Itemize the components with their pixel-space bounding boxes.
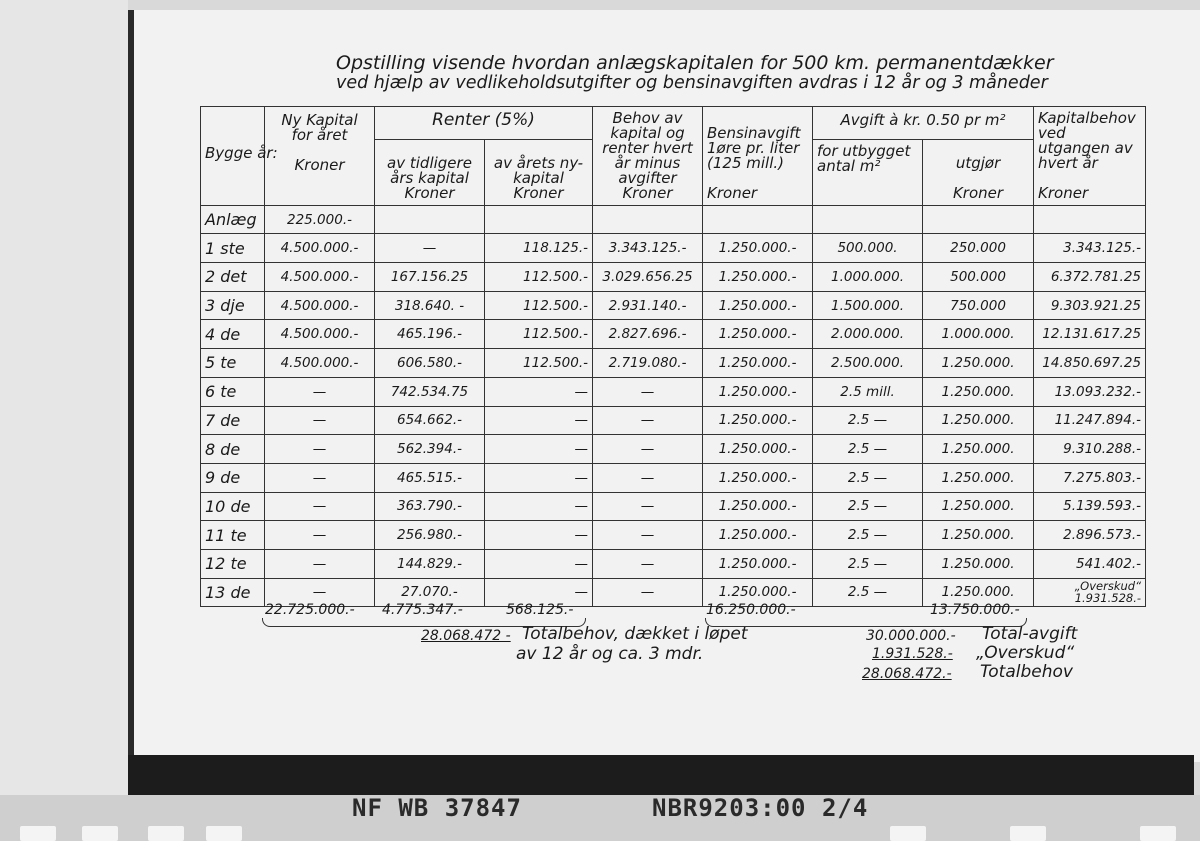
header-unit: Kroner	[707, 183, 758, 202]
cell-avgift-utgjor: 1.250.000.	[923, 549, 1034, 578]
film-perforation	[206, 826, 242, 841]
cell-kapitalbehov: 7.275.803.-	[1034, 463, 1146, 492]
cell-avgift-utgjor: 1.250.000.	[923, 406, 1034, 435]
cell-kapitalbehov: 14.850.697.25	[1034, 349, 1146, 378]
table-row	[201, 406, 1146, 435]
cell-bensin: 1.250.000.-	[703, 406, 813, 435]
row-year: 4 de	[201, 320, 265, 349]
total-renter-tidligere: 4.775.347.-	[382, 602, 463, 618]
film-perforation	[890, 826, 926, 841]
cell-bensin: 1.250.000.-	[703, 377, 813, 406]
cell-kapitalbehov: 12.131.617.25	[1034, 320, 1146, 349]
cell-avgift-antal: 1.500.000.	[813, 291, 923, 320]
cell-behov: —	[593, 377, 703, 406]
cell-bensin: 1.250.000.-	[703, 492, 813, 521]
cell-avgift-utgjor: 1.250.000.	[923, 377, 1034, 406]
cell-renter-aarets: 112.500.-	[485, 349, 593, 378]
header-bensinavgift: Bensinavgift 1øre pr. liter (125 mill.) Kroner	[703, 107, 813, 206]
totalbehov-text-2: av 12 år og ca. 3 mdr.	[516, 644, 704, 664]
cell-avgift-antal: 2.5 —	[813, 549, 923, 578]
film-code-left: NF WB 37847	[352, 794, 522, 822]
cell-ny-kapital: —	[265, 463, 375, 492]
cell-avgift-utgjor: 500.000	[923, 263, 1034, 292]
table-row	[201, 492, 1146, 521]
cell-avgift-antal: 2.5 —	[813, 521, 923, 550]
header-bygge-aar: Bygge år:	[201, 107, 265, 206]
cell-bensin: 1.250.000.-	[703, 521, 813, 550]
cell-renter-aarets: 112.500.-	[485, 263, 593, 292]
cell-behov: 3.343.125.-	[593, 234, 703, 263]
cell-ny-kapital: 4.500.000.-	[265, 349, 375, 378]
document-title-line-2: ved hjælp av vedlikeholdsutgifter og bensinavgiften avdras i 12 år og 3 måneder	[336, 73, 1048, 93]
table-row	[201, 349, 1146, 378]
cell-ny-kapital: —	[265, 406, 375, 435]
cell-avgift-utgjor: 1.000.000.	[923, 320, 1034, 349]
row-year: 13 de	[201, 578, 265, 607]
photo-margin	[0, 0, 128, 795]
table-row	[201, 435, 1146, 464]
row-year: Anlæg	[201, 205, 265, 234]
cell-kapitalbehov: 9.310.288.-	[1034, 435, 1146, 464]
cell-bensin: 1.250.000.-	[703, 291, 813, 320]
document-title-line-1: Opstilling visende hvordan anlægskapitalen for 500 km. permanentdækker	[336, 52, 1054, 74]
total-bensin: 16.250.000.-	[706, 602, 796, 618]
cell-renter-aarets: 112.500.-	[485, 320, 593, 349]
cell-renter-tidligere: 167.156.25	[375, 263, 485, 292]
cell-bensin: 1.250.000.-	[703, 435, 813, 464]
table-row	[201, 463, 1146, 492]
cell-avgift-antal	[813, 205, 923, 234]
cell-avgift-antal: 2.5 mill.	[813, 377, 923, 406]
cell-avgift-antal: 2.000.000.	[813, 320, 923, 349]
cell-avgift-antal: 2.5 —	[813, 492, 923, 521]
table-row	[201, 263, 1146, 292]
totalbehov2-label: Totalbehov	[980, 662, 1073, 682]
row-year: 12 te	[201, 549, 265, 578]
film-perforation	[148, 826, 184, 841]
cell-renter-tidligere: 654.662.-	[375, 406, 485, 435]
brace-right	[705, 618, 1027, 627]
cell-behov: —	[593, 549, 703, 578]
cell-kapitalbehov: „Overskud“ 1.931.528.-	[1034, 578, 1146, 607]
header-unit: Kroner	[1038, 183, 1089, 202]
header-unit: Kroner	[404, 183, 455, 202]
cell-renter-aarets: —	[485, 578, 593, 607]
header-ny-kapital: Ny Kapital for året Kroner	[265, 107, 375, 206]
cell-bensin: 1.250.000.-	[703, 578, 813, 607]
cell-bensin: 1.250.000.-	[703, 320, 813, 349]
cell-ny-kapital: 4.500.000.-	[265, 234, 375, 263]
header-unit: Kroner	[952, 183, 1004, 202]
cell-renter-tidligere: 27.070.-	[375, 578, 485, 607]
cell-kapitalbehov	[1034, 205, 1146, 234]
cell-renter-tidligere: 363.790.-	[375, 492, 485, 521]
cell-ny-kapital: 225.000.-	[265, 205, 375, 234]
totalbehov-text-1: Totalbehov, dækket i løpet	[522, 624, 748, 644]
table-row	[201, 549, 1146, 578]
row-year: 5 te	[201, 349, 265, 378]
film-perforation	[20, 826, 56, 841]
cell-renter-aarets: —	[485, 377, 593, 406]
cell-renter-tidligere: 562.394.-	[375, 435, 485, 464]
cell-renter-aarets: —	[485, 406, 593, 435]
cell-avgift-utgjor: 1.250.000.	[923, 435, 1034, 464]
cell-avgift-antal: 2.5 —	[813, 578, 923, 607]
cell-avgift-utgjor: 1.250.000.	[923, 578, 1034, 607]
cell-ny-kapital: 4.500.000.-	[265, 263, 375, 292]
totalbehov2-value: 28.068.472.-	[862, 666, 952, 682]
cell-kapitalbehov: 541.402.-	[1034, 549, 1146, 578]
table-row	[201, 291, 1146, 320]
cell-renter-aarets: —	[485, 549, 593, 578]
table-row	[201, 377, 1146, 406]
cell-avgift-antal: 500.000.	[813, 234, 923, 263]
cell-renter-aarets: —	[485, 492, 593, 521]
cell-behov: —	[593, 492, 703, 521]
table-row	[201, 521, 1146, 550]
cell-ny-kapital: —	[265, 492, 375, 521]
row-year: 3 dje	[201, 291, 265, 320]
cell-avgift-antal: 2.5 —	[813, 406, 923, 435]
cell-renter-tidligere: 742.534.75	[375, 377, 485, 406]
header-avgift: Avgift à kr. 0.50 pr m²	[813, 107, 1034, 140]
row-year: 8 de	[201, 435, 265, 464]
cell-renter-tidligere: 318.640. -	[375, 291, 485, 320]
table-row	[201, 234, 1146, 263]
cell-behov: 3.029.656.25	[593, 263, 703, 292]
film-perforation	[1010, 826, 1046, 841]
cell-avgift-antal: 2.5 —	[813, 463, 923, 492]
header-renter-aarets: av årets ny-kapital Kroner	[485, 139, 593, 205]
header-renter-tidligere: av tidligere års kapital Kroner	[375, 139, 485, 205]
cell-kapitalbehov: 13.093.232.-	[1034, 377, 1146, 406]
cell-behov: —	[593, 435, 703, 464]
film-perforation	[82, 826, 118, 841]
cell-bensin: 1.250.000.-	[703, 549, 813, 578]
cell-renter-aarets: —	[485, 521, 593, 550]
cell-renter-aarets: 112.500.-	[485, 291, 593, 320]
cell-renter-tidligere	[375, 205, 485, 234]
cell-renter-tidligere: 465.515.-	[375, 463, 485, 492]
cell-avgift-antal: 2.5 —	[813, 435, 923, 464]
cell-behov: —	[593, 578, 703, 607]
total-avgift: 13.750.000.-	[930, 602, 1020, 618]
cell-behov: —	[593, 521, 703, 550]
table-row	[201, 205, 1146, 234]
data-table	[200, 106, 1146, 607]
cell-bensin: 1.250.000.-	[703, 349, 813, 378]
cell-avgift-utgjor	[923, 205, 1034, 234]
overskud-label: „Overskud“	[976, 643, 1075, 663]
header-unit: Kroner	[622, 183, 673, 202]
cell-renter-aarets: —	[485, 463, 593, 492]
cell-ny-kapital: —	[265, 549, 375, 578]
cell-renter-tidligere: —	[375, 234, 485, 263]
cell-avgift-utgjor: 750.000	[923, 291, 1034, 320]
cell-ny-kapital: —	[265, 435, 375, 464]
header-kapitalbehov: Kapitalbehov ved utgangen av hvert år Kroner	[1034, 107, 1146, 206]
header-avgift-utgjor: utgjør Kroner	[923, 139, 1034, 205]
cell-ny-kapital: —	[265, 521, 375, 550]
cell-behov: 2.827.696.-	[593, 320, 703, 349]
cell-renter-aarets: 118.125.-	[485, 234, 593, 263]
cell-kapitalbehov: 11.247.894.-	[1034, 406, 1146, 435]
table-row	[201, 320, 1146, 349]
row-year: 2 det	[201, 263, 265, 292]
cell-renter-tidligere: 144.829.-	[375, 549, 485, 578]
cell-kapitalbehov: 2.896.573.-	[1034, 521, 1146, 550]
cell-renter-tidligere: 465.196.-	[375, 320, 485, 349]
dark-border-band	[128, 755, 1194, 795]
cell-behov: 2.931.140.-	[593, 291, 703, 320]
cell-behov: 2.719.080.-	[593, 349, 703, 378]
total-ny-kapital: 22.725.000.-	[265, 602, 355, 618]
cell-bensin	[703, 205, 813, 234]
cell-renter-aarets: —	[485, 435, 593, 464]
cell-ny-kapital: 4.500.000.-	[265, 320, 375, 349]
totalbehov-value: 28.068.472 -	[421, 628, 511, 644]
row-year: 1 ste	[201, 234, 265, 263]
header-avgift-antal: for utbygget antal m²	[813, 139, 923, 205]
cell-kapitalbehov: 5.139.593.-	[1034, 492, 1146, 521]
total-renter-aarets: 568.125.-	[506, 602, 574, 618]
cell-avgift-utgjor: 250.000	[923, 234, 1034, 263]
film-perforation	[1140, 826, 1176, 841]
cell-bensin: 1.250.000.-	[703, 463, 813, 492]
cell-ny-kapital: —	[265, 377, 375, 406]
cell-kapitalbehov: 6.372.781.25	[1034, 263, 1146, 292]
cell-avgift-utgjor: 1.250.000.	[923, 349, 1034, 378]
film-code-right: NBR9203:00 2/4	[652, 794, 869, 822]
cell-renter-tidligere: 606.580.-	[375, 349, 485, 378]
header-unit: Kroner	[513, 183, 564, 202]
cell-avgift-antal: 2.500.000.	[813, 349, 923, 378]
cell-renter-aarets	[485, 205, 593, 234]
cell-ny-kapital: —	[265, 578, 375, 607]
total-avgift-value: 30.000.000.-	[866, 628, 956, 644]
row-year: 10 de	[201, 492, 265, 521]
overskud-value: 1.931.528.-	[872, 646, 953, 662]
header-renter: Renter (5%)	[375, 107, 593, 140]
cell-kapitalbehov: 3.343.125.-	[1034, 234, 1146, 263]
cell-kapitalbehov: 9.303.921.25	[1034, 291, 1146, 320]
row-year: 9 de	[201, 463, 265, 492]
cell-bensin: 1.250.000.-	[703, 263, 813, 292]
cell-ny-kapital: 4.500.000.-	[265, 291, 375, 320]
cell-avgift-utgjor: 1.250.000.	[923, 492, 1034, 521]
cell-behov: —	[593, 463, 703, 492]
row-year: 7 de	[201, 406, 265, 435]
cell-avgift-utgjor: 1.250.000.	[923, 463, 1034, 492]
cell-avgift-utgjor: 1.250.000.	[923, 521, 1034, 550]
header-unit: Kroner	[294, 156, 345, 174]
cell-avgift-antal: 1.000.000.	[813, 263, 923, 292]
cell-behov	[593, 205, 703, 234]
cell-renter-tidligere: 256.980.-	[375, 521, 485, 550]
total-avgift-label: Total-avgift	[982, 624, 1078, 644]
row-year: 6 te	[201, 377, 265, 406]
cell-behov: —	[593, 406, 703, 435]
header-behov: Behov av kapital og renter hvert år minus avgifter Kroner	[593, 107, 703, 206]
cell-bensin: 1.250.000.-	[703, 234, 813, 263]
row-year: 11 te	[201, 521, 265, 550]
